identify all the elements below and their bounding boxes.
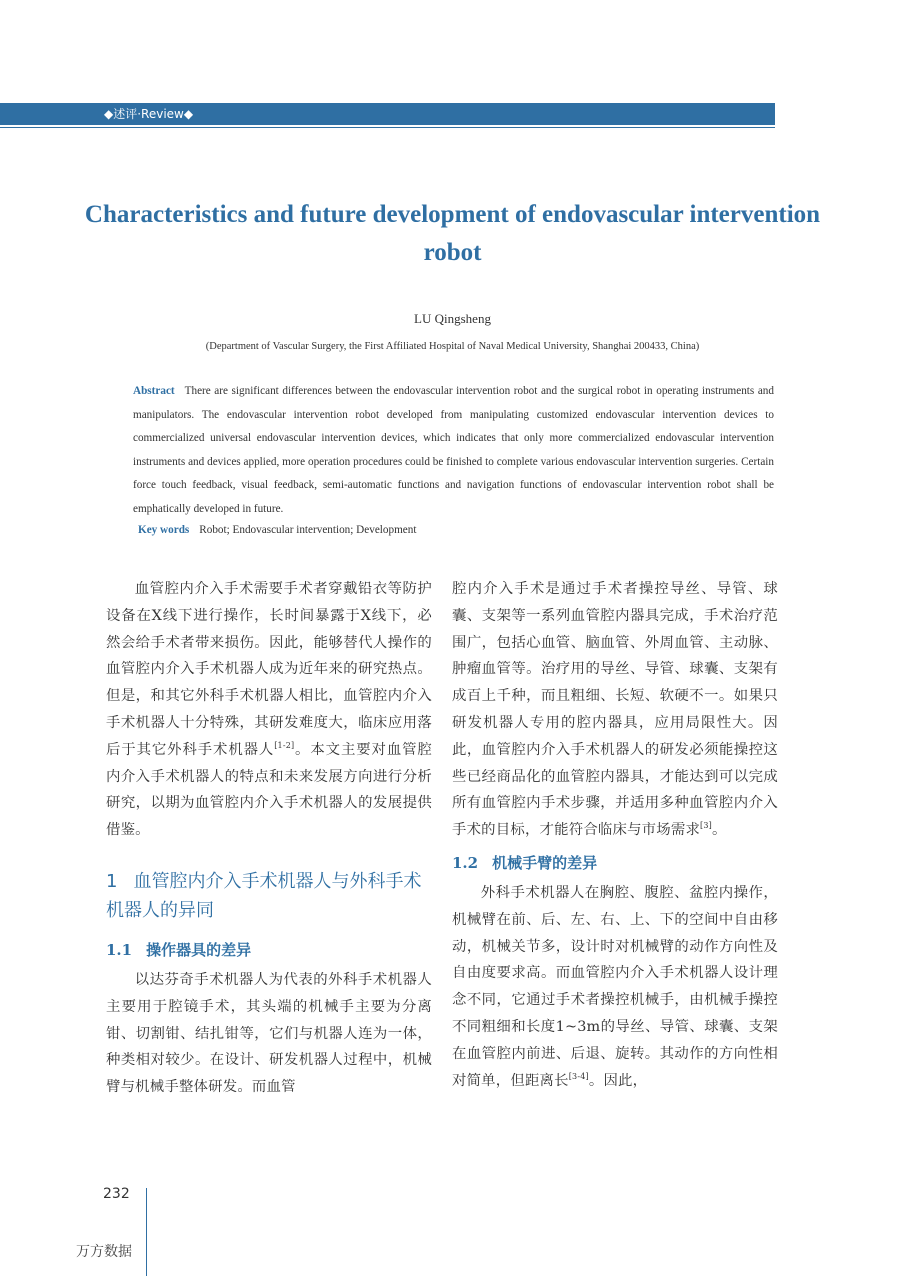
- section-1-2-number: 1.2: [452, 853, 479, 872]
- abstract-label: Abstract: [133, 385, 175, 397]
- citation-ref: [3-4]: [568, 1071, 589, 1081]
- abstract-block: [133, 380, 774, 522]
- section-1-2-heading: [452, 850, 778, 876]
- section-1-2-paragraph: [452, 880, 778, 1094]
- body-column-right: [452, 576, 778, 1094]
- section-1-1-title: 操作器具的差异: [146, 940, 252, 959]
- section-1-heading: [106, 867, 432, 925]
- page-number: 232: [103, 1186, 130, 1202]
- citation-ref: [3]: [700, 821, 712, 831]
- section-1-1-number: 1.1: [106, 940, 133, 959]
- section-1-2-tail: 。因此，: [588, 1072, 648, 1089]
- section-1-1-heading: [106, 937, 432, 963]
- intro-text: 血管腔内介入手术需要手术者穿戴铅衣等防护设备在X线下进行操作，长时间暴露于X线下，必然会给手术者带来损伤。因此，能够替代人操作的血管腔内介入手术机器人成为近年来的研究热点。但是，和其它外科手术机器人相比，血管腔内介入手术机器人十分特殊，其研发难度大，临床应用落后于其它外科手术机器人: [106, 581, 432, 758]
- keywords-text: Robot; Endovascular intervention; Development: [199, 524, 417, 536]
- paper-title: Characteristics and future development of endovascular intervention robot: [84, 201, 821, 266]
- section-1-1-paragraph: 以达芬奇手术机器人为代表的外科手术机器人主要用于腔镜手术，其头端的机械手主要为分离钳、切割钳、结扎钳等，它们与机器人连为一体，种类相对较少。在设计、研发机器人过程中，机械臂与机械手整体研发。而血管: [106, 971, 432, 1096]
- keywords-label: Key words: [138, 524, 190, 536]
- section-tag: ◆述评·Review◆: [104, 107, 194, 121]
- abstract-text: There are significant differences between the endovascular intervention robot and the surgical robot in operating instruments and manipulators. The endovascular intervention robot developed from manipulating customized endovascular intervention devices to commercialized universal endovascular intervention devices, which indicates that only more commercialized endovascular intervention instruments and devices applied, more operation procedures could be finished to complete various endovascular intervention surgeries. Certain force touch feedback, visual feedback, semi-automatic functions and navigation functions of endovascular intervention robot shall be emphatically developed in future.: [133, 385, 774, 515]
- paper-author: LU Qingsheng: [414, 311, 491, 326]
- right-paragraph-text: 腔内介入手术是通过手术者操控导丝、导管、球囊、支架等一系列血管腔内器具完成，手术治疗范围广，包括心血管、脑血管、外周血管、主动脉、肿瘤血管等。治疗用的导丝、导管、球囊、支架有成百上千种，而且粗细、长短、软硬不一。如果只研发机器人专用的腔内器具，应用局限性大。因此，血管腔内介入手术机器人的研发必须能操控这些已经商品化的血管腔内器具，才能达到可以完成所有血管腔内手术步骤，并适用多种血管腔内介入手术的目标，才能符合临床与市场需求: [452, 581, 778, 839]
- paper-affiliation: (Department of Vascular Surgery, the First Affiliated Hospital of Naval Medical University, Shanghai 200433, China): [205, 341, 700, 352]
- right-paragraph-tail: 。: [711, 822, 727, 839]
- footer-divider: [146, 1188, 147, 1276]
- intro-paragraph: [106, 576, 432, 844]
- right-paragraph-continued: [452, 576, 778, 844]
- section-1-2-text: 外科手术机器人在胸腔、腹腔、盆腔内操作，机械臂在前、后、左、右、上、下的空间中自由移动，机械关节多，设计时对机械臂的动作方向性及自由度要求高。而血管腔内介入手术机器人设计理念不同，它通过手术者操控机械手，由机械手操控不同粗细和长度1~3m的导丝、导管、球囊、支架在血管腔内前进、后退、旋转。其动作的方向性相对简单，但距离长: [452, 884, 778, 1089]
- journal-header-bar: [0, 103, 775, 125]
- section-1-number: 1: [106, 870, 118, 892]
- footer-brand: 万方数据: [76, 1244, 132, 1260]
- intro-tail: 。本文主要对血管腔内介入手术机器人的特点和未来发展方向进行分析研究，以期为血管腔内介入手术机器人的发展提供借鉴。: [106, 741, 432, 839]
- citation-ref: [1-2]: [274, 740, 295, 750]
- body-column-left: [106, 576, 432, 1101]
- section-1-title: 血管腔内介入手术机器人与外科手术机器人的异同: [106, 870, 422, 921]
- keywords-block: [138, 524, 778, 536]
- section-1-2-title: 机械手臂的差异: [492, 853, 598, 872]
